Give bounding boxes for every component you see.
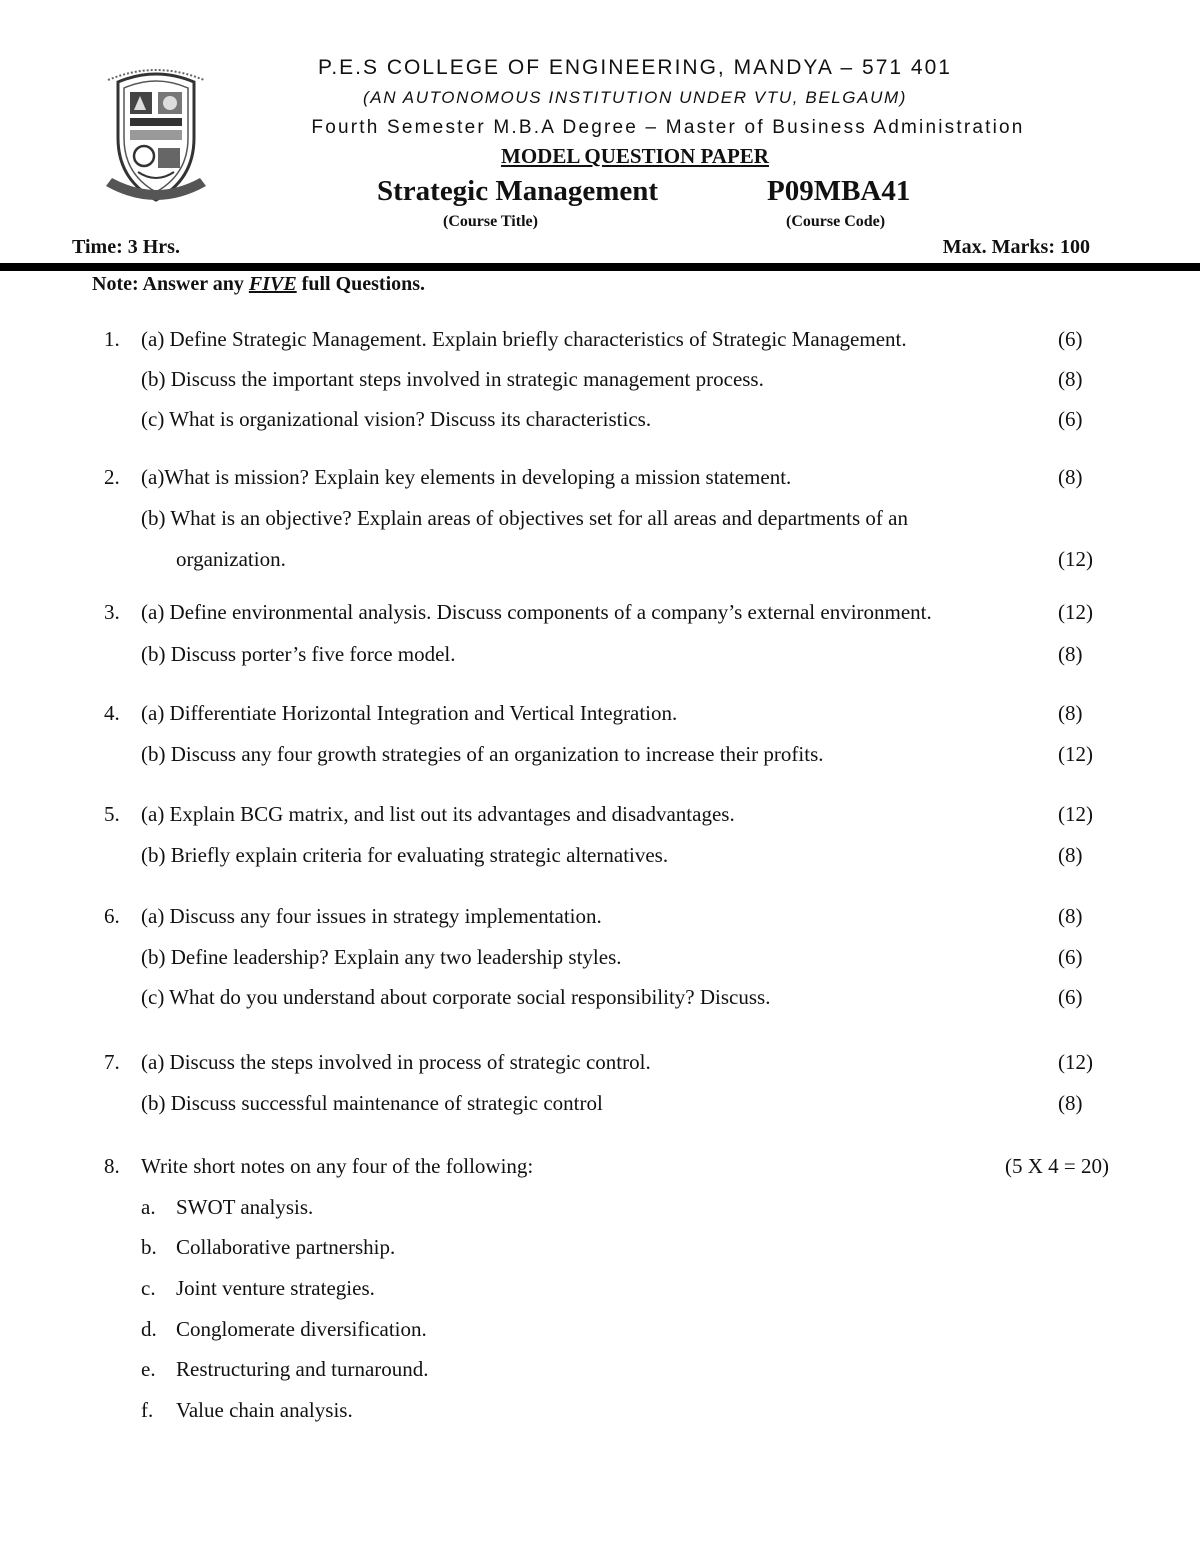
- course-code-caption: (Course Code): [786, 213, 886, 230]
- question-part-text: (b) Discuss any four growth strategies of an organization to increase their profits.: [141, 742, 824, 766]
- question-part-continuation: organization.: [176, 547, 286, 571]
- question-part-text: (c) What is organizational vision? Discuss its characteristics.: [141, 407, 652, 431]
- semester-line: Fourth Semester M.B.A Degree – Master of Business Administration: [311, 117, 1025, 138]
- question-part-marks: (8): [1058, 843, 1083, 867]
- subitem-text: Collaborative partnership.: [176, 1235, 396, 1259]
- question-part-text: (a) Define Strategic Management. Explain briefly characteristics of Strategic Management.: [141, 327, 907, 351]
- note-prefix: Note: Answer any: [92, 273, 249, 295]
- question-part-text: (a) Explain BCG matrix, and list out its advantages and disadvantages.: [141, 802, 735, 826]
- question-part-marks: (8): [1058, 701, 1083, 725]
- question-part-marks: (6): [1058, 945, 1083, 969]
- question-part-text: (b) Discuss successful maintenance of strategic control: [141, 1091, 603, 1115]
- question-part-text: (c) What do you understand about corporate social responsibility? Discuss.: [141, 985, 771, 1009]
- question-number: 7.: [104, 1050, 120, 1074]
- subitem-label: c.: [141, 1276, 156, 1300]
- note-emphasis: FIVE: [248, 273, 297, 295]
- question-part-marks: (6): [1058, 327, 1083, 351]
- question-part-marks: (8): [1058, 367, 1083, 391]
- course-code: P09MBA41: [767, 175, 911, 207]
- question-part-marks: (12): [1058, 547, 1093, 571]
- question-part-marks: (12): [1058, 600, 1093, 624]
- question-part-marks: (12): [1058, 802, 1093, 826]
- subitem-label: e.: [141, 1357, 156, 1381]
- course-title-caption: (Course Title): [443, 213, 538, 230]
- question-number: 5.: [104, 802, 120, 826]
- question-part-text: (b) What is an objective? Explain areas of objectives set for all areas and departments of an: [141, 506, 908, 530]
- question-number: 4.: [104, 701, 120, 725]
- exam-duration: Time: 3 Hrs.: [72, 236, 180, 258]
- question-number: 8.: [104, 1154, 120, 1178]
- course-title: Strategic Management: [377, 175, 659, 207]
- question-number: 1.: [104, 327, 120, 351]
- question-part-marks: (5 X 4 = 20): [1005, 1154, 1109, 1178]
- subitem-label: f.: [141, 1398, 154, 1422]
- question-part-marks: (8): [1058, 465, 1083, 489]
- question-part-text: (b) Define leadership? Explain any two leadership styles.: [141, 945, 622, 969]
- paper-type-heading: MODEL QUESTION PAPER: [501, 144, 769, 168]
- question-part-marks: (12): [1058, 1050, 1093, 1074]
- question-part-text: (b) Discuss the important steps involved in strategic management process.: [141, 367, 764, 391]
- question-part-marks: (6): [1058, 407, 1083, 431]
- subitem-text: Joint venture strategies.: [176, 1276, 375, 1300]
- question-part-text: (a)What is mission? Explain key elements in developing a mission statement.: [141, 465, 792, 489]
- autonomous-status: (AN AUTONOMOUS INSTITUTION UNDER VTU, BELGAUM): [363, 88, 907, 107]
- question-number: 6.: [104, 904, 120, 928]
- question-number: 3.: [104, 600, 120, 624]
- question-part-marks: (8): [1058, 1091, 1083, 1115]
- subitem-label: a.: [141, 1195, 156, 1219]
- instruction-note: [92, 273, 425, 296]
- question-number: 2.: [104, 465, 120, 489]
- question-part-marks: (8): [1058, 904, 1083, 928]
- subitem-text: Conglomerate diversification.: [176, 1317, 427, 1341]
- college-name: P.E.S COLLEGE OF ENGINEERING, MANDYA – 571 401: [318, 56, 952, 79]
- subitem-text: Restructuring and turnaround.: [176, 1357, 429, 1381]
- subitem-text: SWOT analysis.: [176, 1195, 314, 1219]
- note-suffix: full Questions.: [296, 273, 426, 295]
- question-part-text: Write short notes on any four of the following:: [141, 1154, 534, 1178]
- subitem-label: b.: [141, 1235, 157, 1259]
- max-marks: Max. Marks: 100: [942, 236, 1090, 258]
- subitem-label: d.: [141, 1317, 157, 1341]
- question-part-marks: (8): [1058, 642, 1083, 666]
- question-part-text: (a) Differentiate Horizontal Integration and Vertical Integration.: [141, 701, 678, 725]
- subitem-text: Value chain analysis.: [176, 1398, 353, 1422]
- question-part-text: (b) Discuss porter’s five force model.: [141, 642, 456, 666]
- question-part-text: (b) Briefly explain criteria for evaluating strategic alternatives.: [141, 843, 669, 867]
- question-part-text: (a) Define environmental analysis. Discuss components of a company’s external environment.: [141, 600, 932, 624]
- question-part-marks: (6): [1058, 985, 1083, 1009]
- header-divider: [0, 263, 1200, 271]
- question-part-marks: (12): [1058, 742, 1093, 766]
- question-part-text: (a) Discuss the steps involved in process of strategic control.: [141, 1050, 651, 1074]
- question-part-text: (a) Discuss any four issues in strategy implementation.: [141, 904, 602, 928]
